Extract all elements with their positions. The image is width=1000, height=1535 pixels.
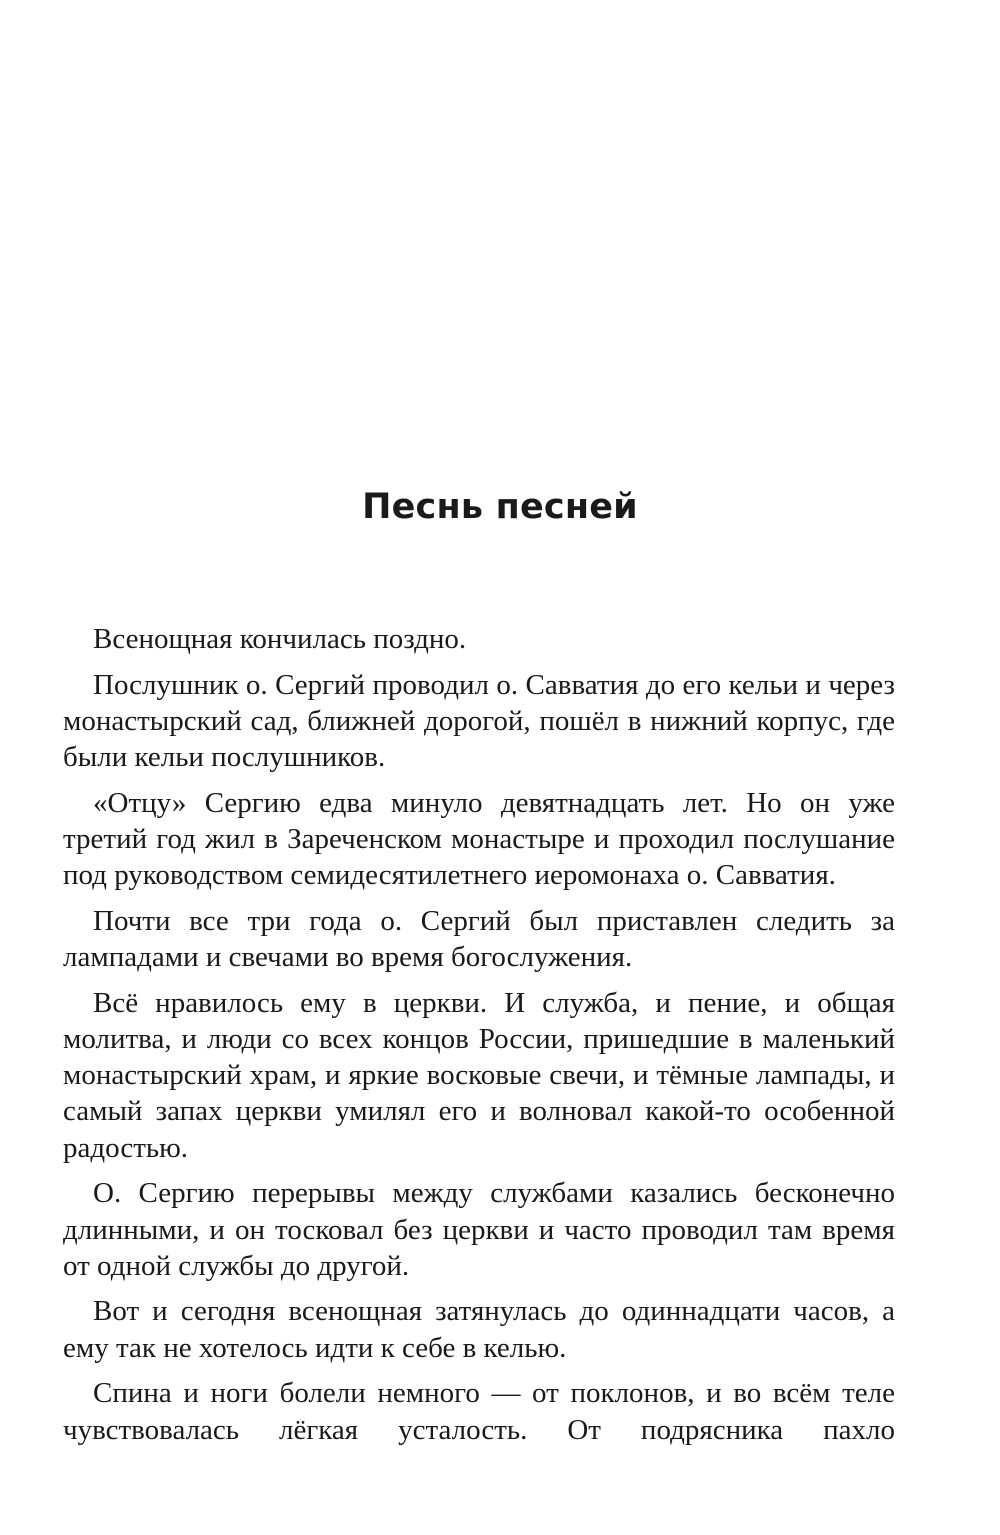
paragraph: Вот и сегодня всенощная затянулась до одиннадцати часов, а ему так не хотелось идти к себе в келью. (63, 1295, 895, 1364)
paragraph: Всенощная кончилась поздно. (93, 623, 467, 655)
paragraph: Послушник о. Сергий проводил о. Савватия до его кельи и через монастырский сад, ближней дорогой, пошёл в нижний корпус, где были кельи послушников. (63, 668, 895, 774)
paragraph: О. Сергию перерывы между службами казались бесконечно длинными, и он тосковал без церкви и часто проводил там время от одной службы до другой. (63, 1177, 895, 1282)
chapter-body (63, 621, 895, 1457)
paragraph: Почти все три года о. Сергий был приставлен следить за лампадами и свечами во время богослужения. (63, 904, 895, 974)
paragraph: «Отцу» Сергию едва минуло девятнадцать лет. Но он уже третий год жил в Зареченском монастыре и проходил послушание под руководством семидесятилетнего иеромонаха о. Савватия. (63, 786, 895, 892)
paragraph: Спина и ноги болели немного — от поклонов, и во всём теле чувствовалась лёгкая усталость. От подрясника пахло (63, 1377, 895, 1446)
chapter-title: Песнь песней (362, 487, 638, 527)
paragraph: Всё нравилось ему в церкви. И служба, и пение, и общая молитва, и люди со всех концов России, пришедшие в маленький монастырский храм, и яркие восковые свечи, и тёмные лампады, и самый запах церкви умилял его и волновал какой-то особенной радостью. (63, 986, 895, 1164)
